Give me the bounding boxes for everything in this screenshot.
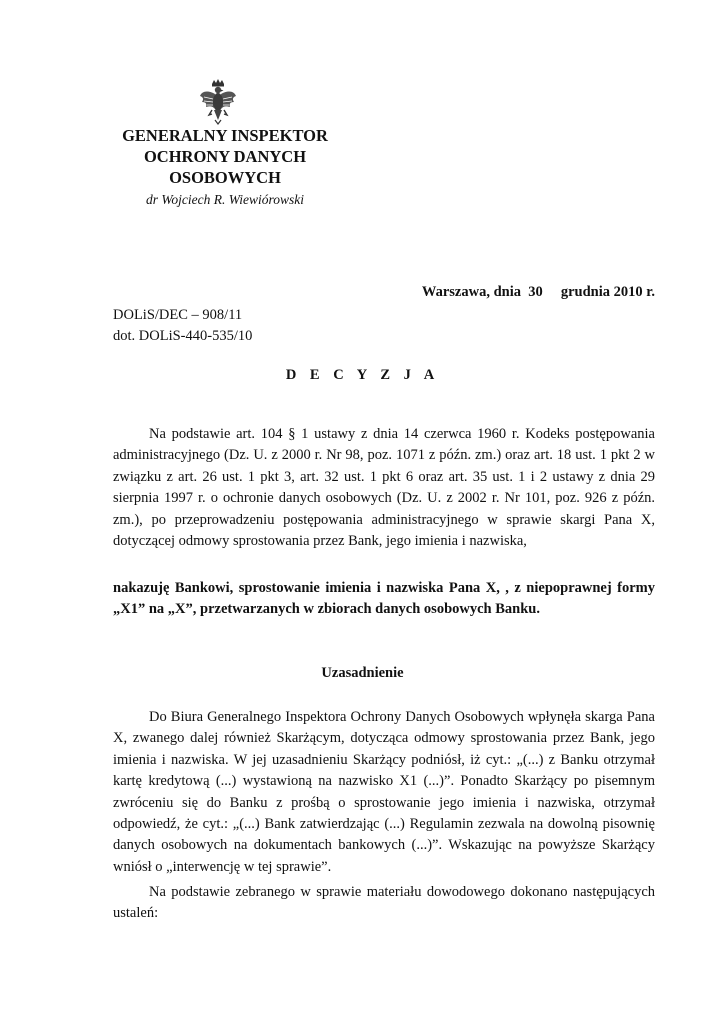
institution-name-line-3: OSOBOWYCH: [169, 168, 281, 187]
ruling-paragraph: nakazuję Bankowi, sprostowanie imienia i nazwiska Pana X, , z niepoprawnej formy „X1” na „X”, przetwarzanych w zbiorach danych osobowych Banku.: [113, 580, 655, 618]
institution-header: [100, 125, 350, 208]
institution-name-line-2: OCHRONY DANYCH: [143, 147, 307, 166]
eagle-emblem-icon: [198, 78, 238, 126]
legal-basis-paragraph: Na podstawie art. 104 § 1 ustawy z dnia 14 czerwca 1960 r. Kodeks postępowania administracyjnego (Dz. U. z 2000 r. Nr 98, poz. 1071 z późn. zm.) oraz art. 18 ust. 1 pkt 2 w związku z art. 26 ust. 1 pkt 3, art. 32 ust. 1 pkt 6 oraz art. 35 ust. 1 i 2 ustawy z dnia 29 sierpnia 1997 r. o ochronie danych osobowych (Dz. U. z 2002 r. Nr 101, poz. 926 z późn. zm.), po przeprowadzeniu postępowania administracyjnego w sprawie skargi Pana X, dotyczącej odmowy sprostowania przez Bank, jego imienia i nazwiska,: [113, 426, 655, 550]
justification-paragraph-1: Do Biura Generalnego Inspektora Ochrony Danych Osobowych wpłynęła skarga Pana X, zwanego dalej również Skarżącym, dotycząca odmowy sprostowania przez Bank, jego imienia i nazwiska. W jej uzasadnieniu Skarżący podniósł, iż cyt.: „(...) z Banku otrzymał kartę kredytową (...) wystawioną na nazwisko X1 (...)”. Ponadto Skarżący po pisemnym zwróceniu się do Banku z prośbą o sprostowanie jego imienia i nazwiska, otrzymał odpowiedź, że cyt.: „(...) Bank zatwierdzając (...) Regulamin zezwala na dowolną pisownię danych osobowych na dokumentach bankowych (...)”. Wskazując na powyższe Skarżący wniósł o „interwencję w tej sprawie”.: [113, 709, 655, 875]
case-number: DOLiS/DEC – 908/11: [113, 307, 243, 323]
document-title: D E C Y Z J A: [285, 367, 440, 383]
reference-numbers: [113, 305, 252, 347]
institution-name-line-1: GENERALNY INSPEKTOR: [122, 126, 328, 145]
place-and-date: Warszawa, dnia 30 grudnia 2010 r.: [421, 284, 655, 300]
inspector-name: dr Wojciech R. Wiewiórowski: [146, 192, 304, 207]
justification-heading: Uzasadnienie: [321, 665, 404, 681]
related-case-reference: dot. DOLiS-440-535/10: [113, 328, 253, 344]
justification-paragraph-2: Na podstawie zebranego w sprawie materiału dowodowego dokonano następujących ustaleń:: [113, 884, 655, 922]
